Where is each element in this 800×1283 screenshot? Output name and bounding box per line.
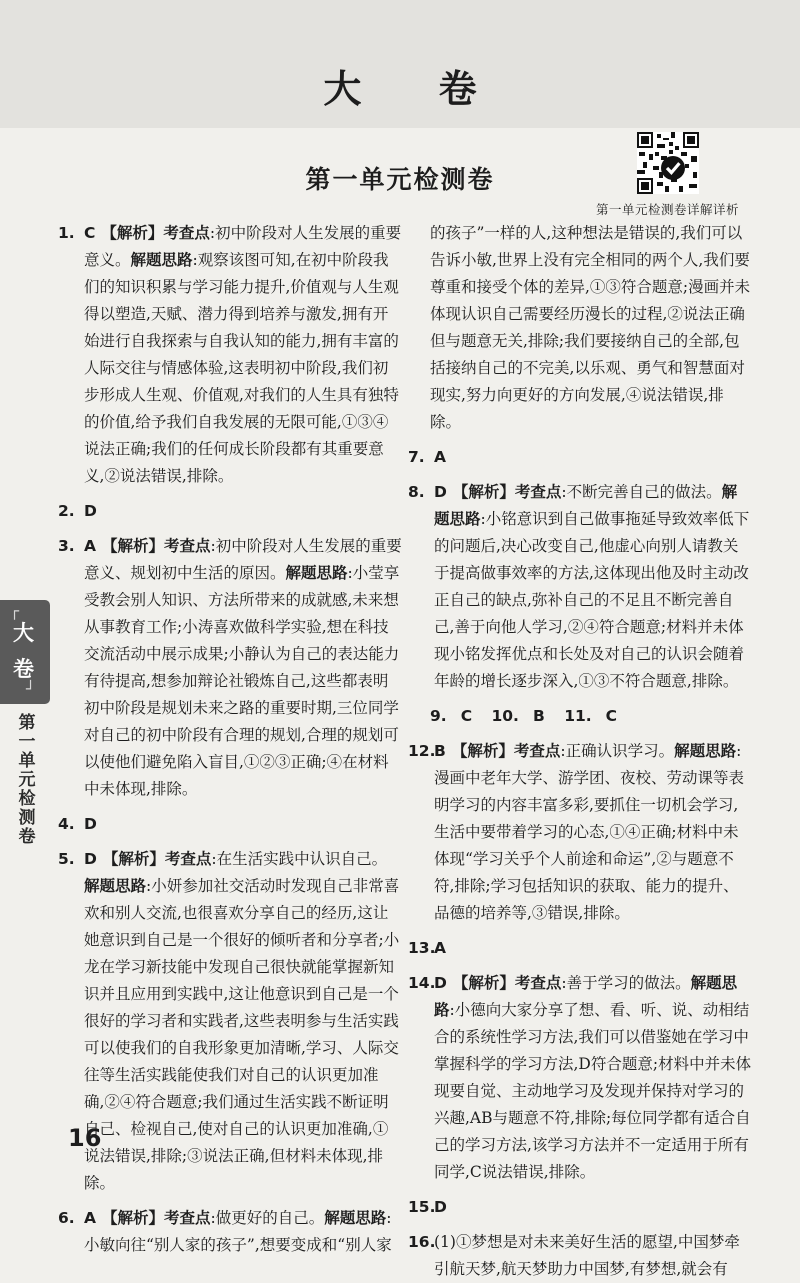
answer-item: 14. D 【解析】考查点:善于学习的做法。解题思路:小德向大家分享了想、看、听、说、动相结合的系统性学习方法,我们可以借鉴她在学习中掌握科学的学习方法,D符合题意;材料中并未体现要自觉、主动地学习及发现并保持对学习的兴趣,AB与题意不符,排除;每位同学都有适合自己的学习方法,该学习方法并不一定适用于所有同学,C说法错误,排除。 [408,974,752,1181]
answer-item: 12. B 【解析】考查点:正确认识学习。解题思路:漫画中老年大学、游学团、夜校、劳动课等表明学习的内容丰富多彩,要抓住一切机会学习,生活中要带着学习的心态,①④正确;材料中未体现“学习关乎个人前途和命运”,②与题意不符,排除;学习包括知识的获取、能力的提升、品德的培养等,③错误,排除。 [408,742,745,922]
answer-item: 6. A 【解析】考查点:做更好的自己。解题思路:小敏向往“别人家的孩子”,想要变成和“别人家 [58,1209,392,1254]
answer-item: 2. D [58,502,97,520]
answer-item: 15. D [408,1198,447,1216]
side-tab[interactable]: ┌ 大 卷 ┘ [0,600,50,704]
answer-item: 13. A [408,939,446,957]
answer-item: 5. D 【解析】考查点:在生活实践中认识自己。解题思路:小妍参加社交活动时发现自己非常喜欢和别人交流,也很喜欢分享自己的经历,这让她意识到自己是一个很好的倾听者和分享者;小龙在学习新技能中发现自己很快就能掌握新知识并且应用到实践中,这让他意识到自己是一个很好的学习者和实践者,这些表明参与生活实践可以使我们的自我形象更加清晰,学习、人际交往等生活实践能使我们对自己的认识更加准确,②④符合题意;我们通过生活实践不断证明自己、检视自己,使对自己的认识更加准确,①说法错误,排除;③说法正确,但材料未体现,排除。 [58,850,400,1192]
answer-item: 8. D 【解析】考查点:不断完善自己的做法。解题思路:小铭意识到自己做事拖延导致效率低下的问题后,决心改变自己,他虚心向别人请教关于提高做事效率的方法,这体现出他及时主动改正自己的缺点,弥补自己的不足且不断完善自己,善于向他人学习,②④符合题意;材料并未体现小铭发挥优点和长处及对自己的认识会随着年龄的增长逐步深入,①③不符合题意,排除。 [408,483,750,690]
answer-column-right [408,220,752,1283]
answer-item: 4. D [58,815,97,833]
answer-item: 16. (1)①梦想是对未来美好生活的愿望,中国梦牵引航天梦,航天梦助力中国梦,有梦想,就会有 [408,1233,740,1278]
qr-caption: 第一单元检测卷详解详析 [596,202,740,217]
side-label: 第 一 单 元 检 测 卷 [18,713,36,847]
side-tab-char: 卷 [13,657,34,681]
page-title: 大 卷 [323,67,509,111]
answer-item: 7. A [408,448,446,466]
answer-item: 3. A 【解析】考查点:初中阶段对人生发展的重要意义、规划初中生活的原因。解题思路:小莹享受教会别人知识、方法所带来的成就感,未来想从事教育工作;小涛喜欢做科学实验,想在科技交流活动中展示成果;小静认为自己的表达能力有待提高,想参加辩论社锻炼自己,这些都表明初中阶段是规划未来之路的重要时期,三位同学对自己的初中阶段有合理的规划,合理的规划可以使他们避免陷入盲目,①②③正确;④在材料中未体现,排除。 [58,537,402,798]
unit-title: 第一单元检测卷 [305,165,495,194]
page-number: 16 [68,1124,102,1152]
side-tab-char: 大 [13,621,34,645]
answer-item-continued: 的孩子”一样的人,这种想法是错误的,我们可以告诉小敏,世界上没有完全相同的两个人,我们要尊重和接受个体的差异,①③符合题意;漫画并未体现认识自己需要经历漫长的过程,②说法正确但与题意无关,排除;我们要接纳自己的全部,包括接纳自己的不完美,以乐观、勇气和智慧面对现实,努力向更好的方向发展,④说法错误,排除。 [430,224,751,431]
answer-item: 1. C 【解析】考查点:初中阶段对人生发展的重要意义。解题思路:观察该图可知,在初中阶段我们的知识积累与学习能力提升,价值观与人生观得以塑造,天赋、潜力得到培养与激发,拥有开始进行自我探索与自我认知的能力,拥有丰富的人际交往与情感体验,这表明初中阶段,我们初步形成人生观、价值观,对我们的人生具有独特的价值,给予我们自我发展的无限可能,①③④说法正确;我们的任何成长阶段都有其重要意义,②说法错误,排除。 [58,224,402,485]
answer-column-left [58,220,402,1259]
answer-item-group: 9. C 10. B 11. C [430,707,618,725]
